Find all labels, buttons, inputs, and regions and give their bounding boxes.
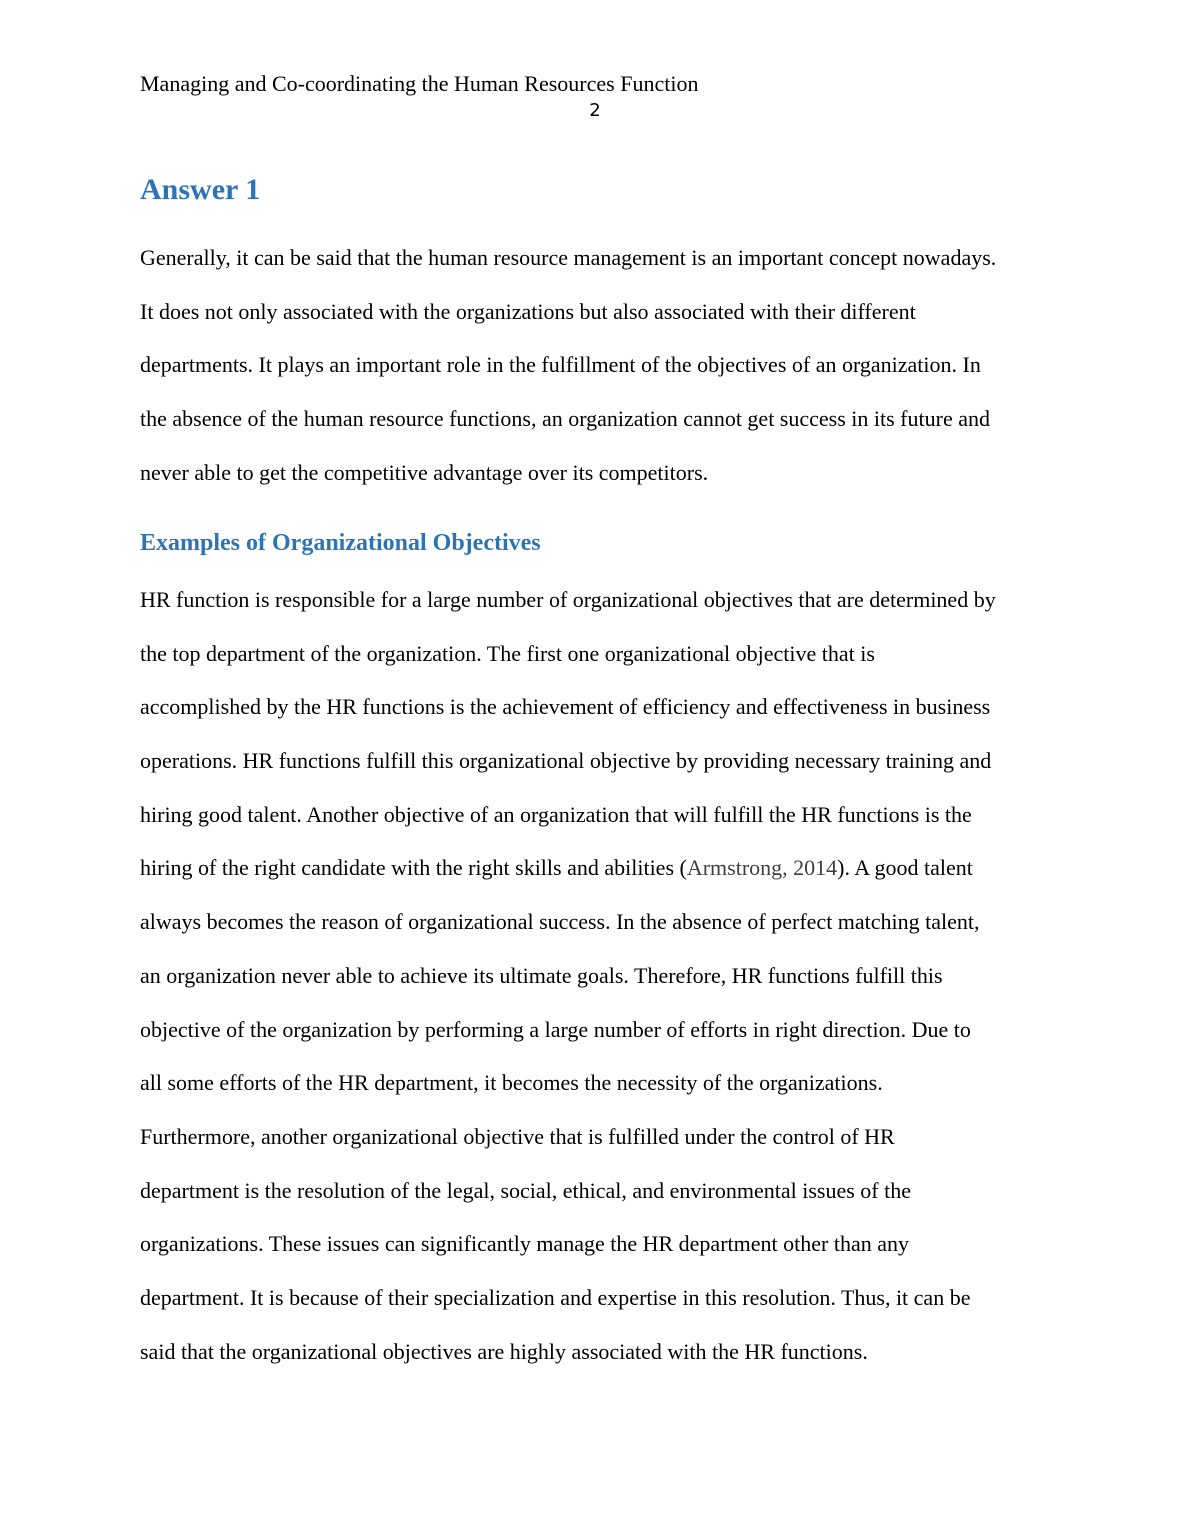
text-line: said that the organizational objectives are highly associated with the HR functions. (140, 1338, 868, 1364)
text-line: Furthermore, another organizational objective that is fulfilled under the control of HR (140, 1123, 895, 1149)
paragraph-introduction (140, 242, 1060, 510)
text-line-with-citation (140, 852, 1060, 906)
text-line: never able to get the competitive advantage over its competitors. (140, 459, 709, 485)
text-line: It does not only associated with the organizations but also associated with their different (140, 298, 916, 324)
text-line: always becomes the reason of organizational success. In the absence of perfect matching talent, (140, 909, 980, 935)
text-line: Generally, it can be said that the human resource management is an important concept nowadays. (140, 245, 997, 270)
text-line: organizations. These issues can significantly manage the HR department other than any (140, 1231, 909, 1257)
text-line: objective of the organization by performing a large number of efforts in right direction. Due to (140, 1016, 971, 1042)
paragraph-objectives (140, 584, 1060, 1389)
citation-line-before: hiring of the right candidate with the right skills and abilities ( (140, 855, 687, 881)
text-line: an organization never able to achieve its ultimate goals. Therefore, HR functions fulfill this (140, 962, 943, 988)
heading-examples-of-objectives: Examples of Organizational Objectives (140, 530, 541, 556)
text-line: hiring good talent. Another objective of an organization that will fulfill the HR functions is the (140, 801, 972, 827)
text-line: department. It is because of their specialization and expertise in this resolution. Thus, it can be (140, 1284, 971, 1310)
text-line: department is the resolution of the legal, social, ethical, and environmental issues of the (140, 1177, 911, 1203)
page-number: 2 (589, 100, 601, 121)
text-line: HR function is responsible for a large number of organizational objectives that are determined by (140, 587, 996, 612)
citation-line-after: ). A good talent (837, 855, 973, 881)
heading-answer-1: Answer 1 (140, 173, 261, 206)
text-line: accomplished by the HR functions is the achievement of efficiency and effectiveness in business (140, 694, 991, 720)
text-line: the top department of the organization. The first one organizational objective that is (140, 640, 875, 666)
text-line: all some efforts of the HR department, it becomes the necessity of the organizations. (140, 1070, 883, 1096)
text-line: operations. HR functions fulfill this organizational objective by providing necessary training and (140, 748, 992, 774)
text-line: the absence of the human resource functions, an organization cannot get success in its future and (140, 406, 990, 432)
citation-armstrong-2014: Armstrong, 2014 (686, 855, 838, 881)
text-line: departments. It plays an important role in the fulfillment of the objectives of an organization. In (140, 352, 981, 378)
running-header-title: Managing and Co-coordinating the Human Resources Function (140, 71, 699, 96)
